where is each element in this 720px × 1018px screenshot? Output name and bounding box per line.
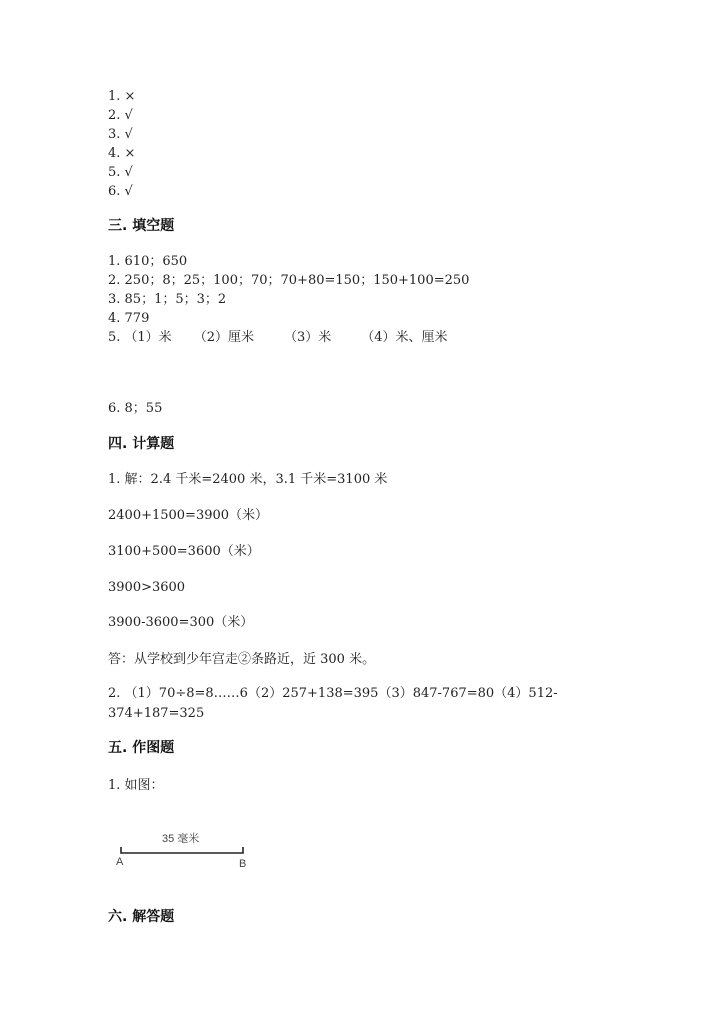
fill-blank-item-4: 4. 779 [108, 311, 150, 326]
answer-part-1: （1）米 [124, 330, 172, 345]
item-number: 5. [108, 330, 121, 345]
calc-item-2-line-1: 2. （1）70÷8=8……6（2）257+138=395（3）847-767=80（4）512- [108, 686, 558, 701]
calc-answer: 答：从学校到少年宫走②条路近，近 300 米。 [108, 652, 376, 667]
fill-blank-item-2: 2. 250；8；25；100；70；70+80=150；150+100=250 [108, 273, 470, 288]
judgement-item-6: 6. √ [108, 184, 133, 199]
calc-line-1: 1. 解：2.4 千米=2400 米，3.1 千米=3100 米 [108, 472, 388, 487]
answer-part-4: （4）米、厘米 [361, 330, 448, 345]
drawing-item-1: 1. 如图： [108, 778, 164, 793]
length-label: 35 毫米 [162, 833, 200, 845]
point-a-label: A [116, 856, 124, 868]
section-heading-drawing: 五. 作图题 [108, 740, 175, 756]
section-heading-fill-blank: 三. 填空题 [108, 218, 175, 234]
judgement-item-5: 5. √ [108, 165, 133, 180]
point-b-label: B [239, 858, 247, 870]
calc-line-2: 2400+1500=3900（米） [108, 508, 269, 523]
calc-line-5: 3900-3600=300（米） [108, 615, 254, 630]
fill-blank-item-5 [108, 330, 448, 346]
judgement-item-1: 1. × [108, 89, 136, 104]
fill-blank-item-3: 3. 85；1；5；3；2 [108, 292, 227, 307]
calc-line-3: 3100+500=3600（米） [108, 544, 260, 559]
section-heading-answer: 六. 解答题 [108, 909, 175, 925]
calc-item-2-line-2: 374+187=325 [108, 706, 205, 721]
judgement-item-3: 3. √ [108, 127, 133, 142]
fill-blank-item-1: 1. 610；650 [108, 254, 188, 269]
calc-line-4: 3900>3600 [108, 580, 186, 595]
line-segment-figure [112, 830, 252, 870]
answer-part-2: （2）厘米 [193, 330, 254, 345]
judgement-item-2: 2. √ [108, 108, 133, 123]
line-segment-ab [121, 847, 243, 853]
answer-part-3: （3）米 [283, 330, 332, 345]
fill-blank-item-6: 6. 8；55 [108, 401, 163, 416]
section-heading-calculation: 四. 计算题 [108, 436, 175, 452]
judgement-item-4: 4. × [108, 146, 136, 161]
